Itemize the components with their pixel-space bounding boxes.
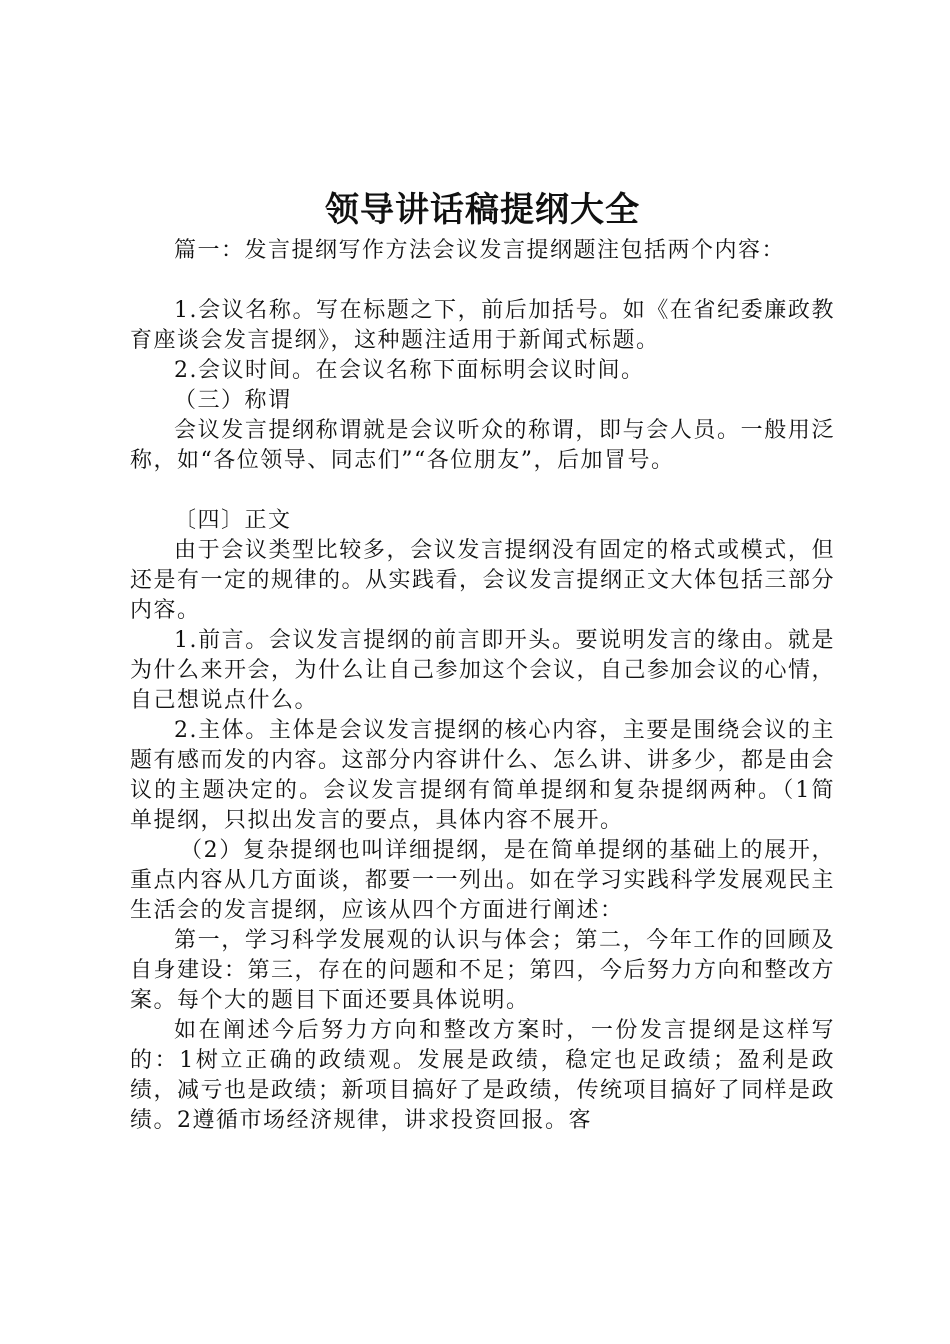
paragraph-main-body: 2.主体。主体是会议发言提纲的核心内容，主要是围绕会议的主题有感而发的内容。这部分内容讲什么、怎么讲、讲多少，都是由会议的主题决定的。会议发言提纲有简单提纲和复杂提纲两种。（1简单提纲，只拟出发言的要点，具体内容不展开。 <box>130 718 836 833</box>
paragraph-example: 如在阐述今后努力方向和整改方案时，一份发言提纲是这样写的：1树立正确的政绩观。发展是政绩，稳定也足政绩；盈利是政绩，减亏也是政绩；新项目搞好了是政绩，传统项目搞好了同样是政绩。2遵循市场经济规律，讲求投资回报。客 <box>130 1018 836 1133</box>
document-page <box>130 190 835 1136</box>
document-title: 领导讲话稿提纲大全 <box>325 190 640 230</box>
paragraph-four-aspects: 第一，学习科学发展观的认识与体会；第二，今年工作的回顾及自身建设：第三，存在的问题和不足；第四，今后努力方向和整改方案。每个大的题目下面还要具体说明。 <box>130 928 836 1013</box>
paragraph-preface: 1.前言。会议发言提纲的前言即开头。要说明发言的缘由。就是为什么来开会，为什么让自己参加这个会议，自己参加会议的心情，自己想说点什么。 <box>130 628 836 713</box>
paragraph-item-2: 2.会议时间。在会议名称下面标明会议时间。 <box>174 358 645 383</box>
paragraph-body-intro: 由于会议类型比较多，会议发言提纲没有固定的格式或模式，但还是有一定的规律的。从实践看，会议发言提纲正文大体包括三部分内容。 <box>130 538 836 623</box>
paragraph-item-1: 1.会议名称。写在标题之下，前后加括号。如《在省纪委廉政教育座谈会发言提纲》，这种题注适用于新闻式标题。 <box>130 298 835 353</box>
paragraph-detailed-outline: （2）复杂提纲也叫详细提纲，是在简单提纲的基础上的展开，重点内容从几方面谈，都要一一列出。如在学习实践科学发展观民主生活会的发言提纲，应该从四个方面进行阐述： <box>130 838 836 923</box>
paragraph-salutation: 会议发言提纲称谓就是会议听众的称谓，即与会人员。一般用泛称，如“各位领导、同志们”“各位朋友”，后加冒号。 <box>130 418 835 473</box>
paragraph-intro: 篇一：发言提纲写作方法会议发言提纲题注包括两个内容： <box>174 238 786 263</box>
section-heading-salutation: （三）称谓 <box>174 388 292 413</box>
section-heading-body: 〔四〕正文 <box>174 508 292 533</box>
